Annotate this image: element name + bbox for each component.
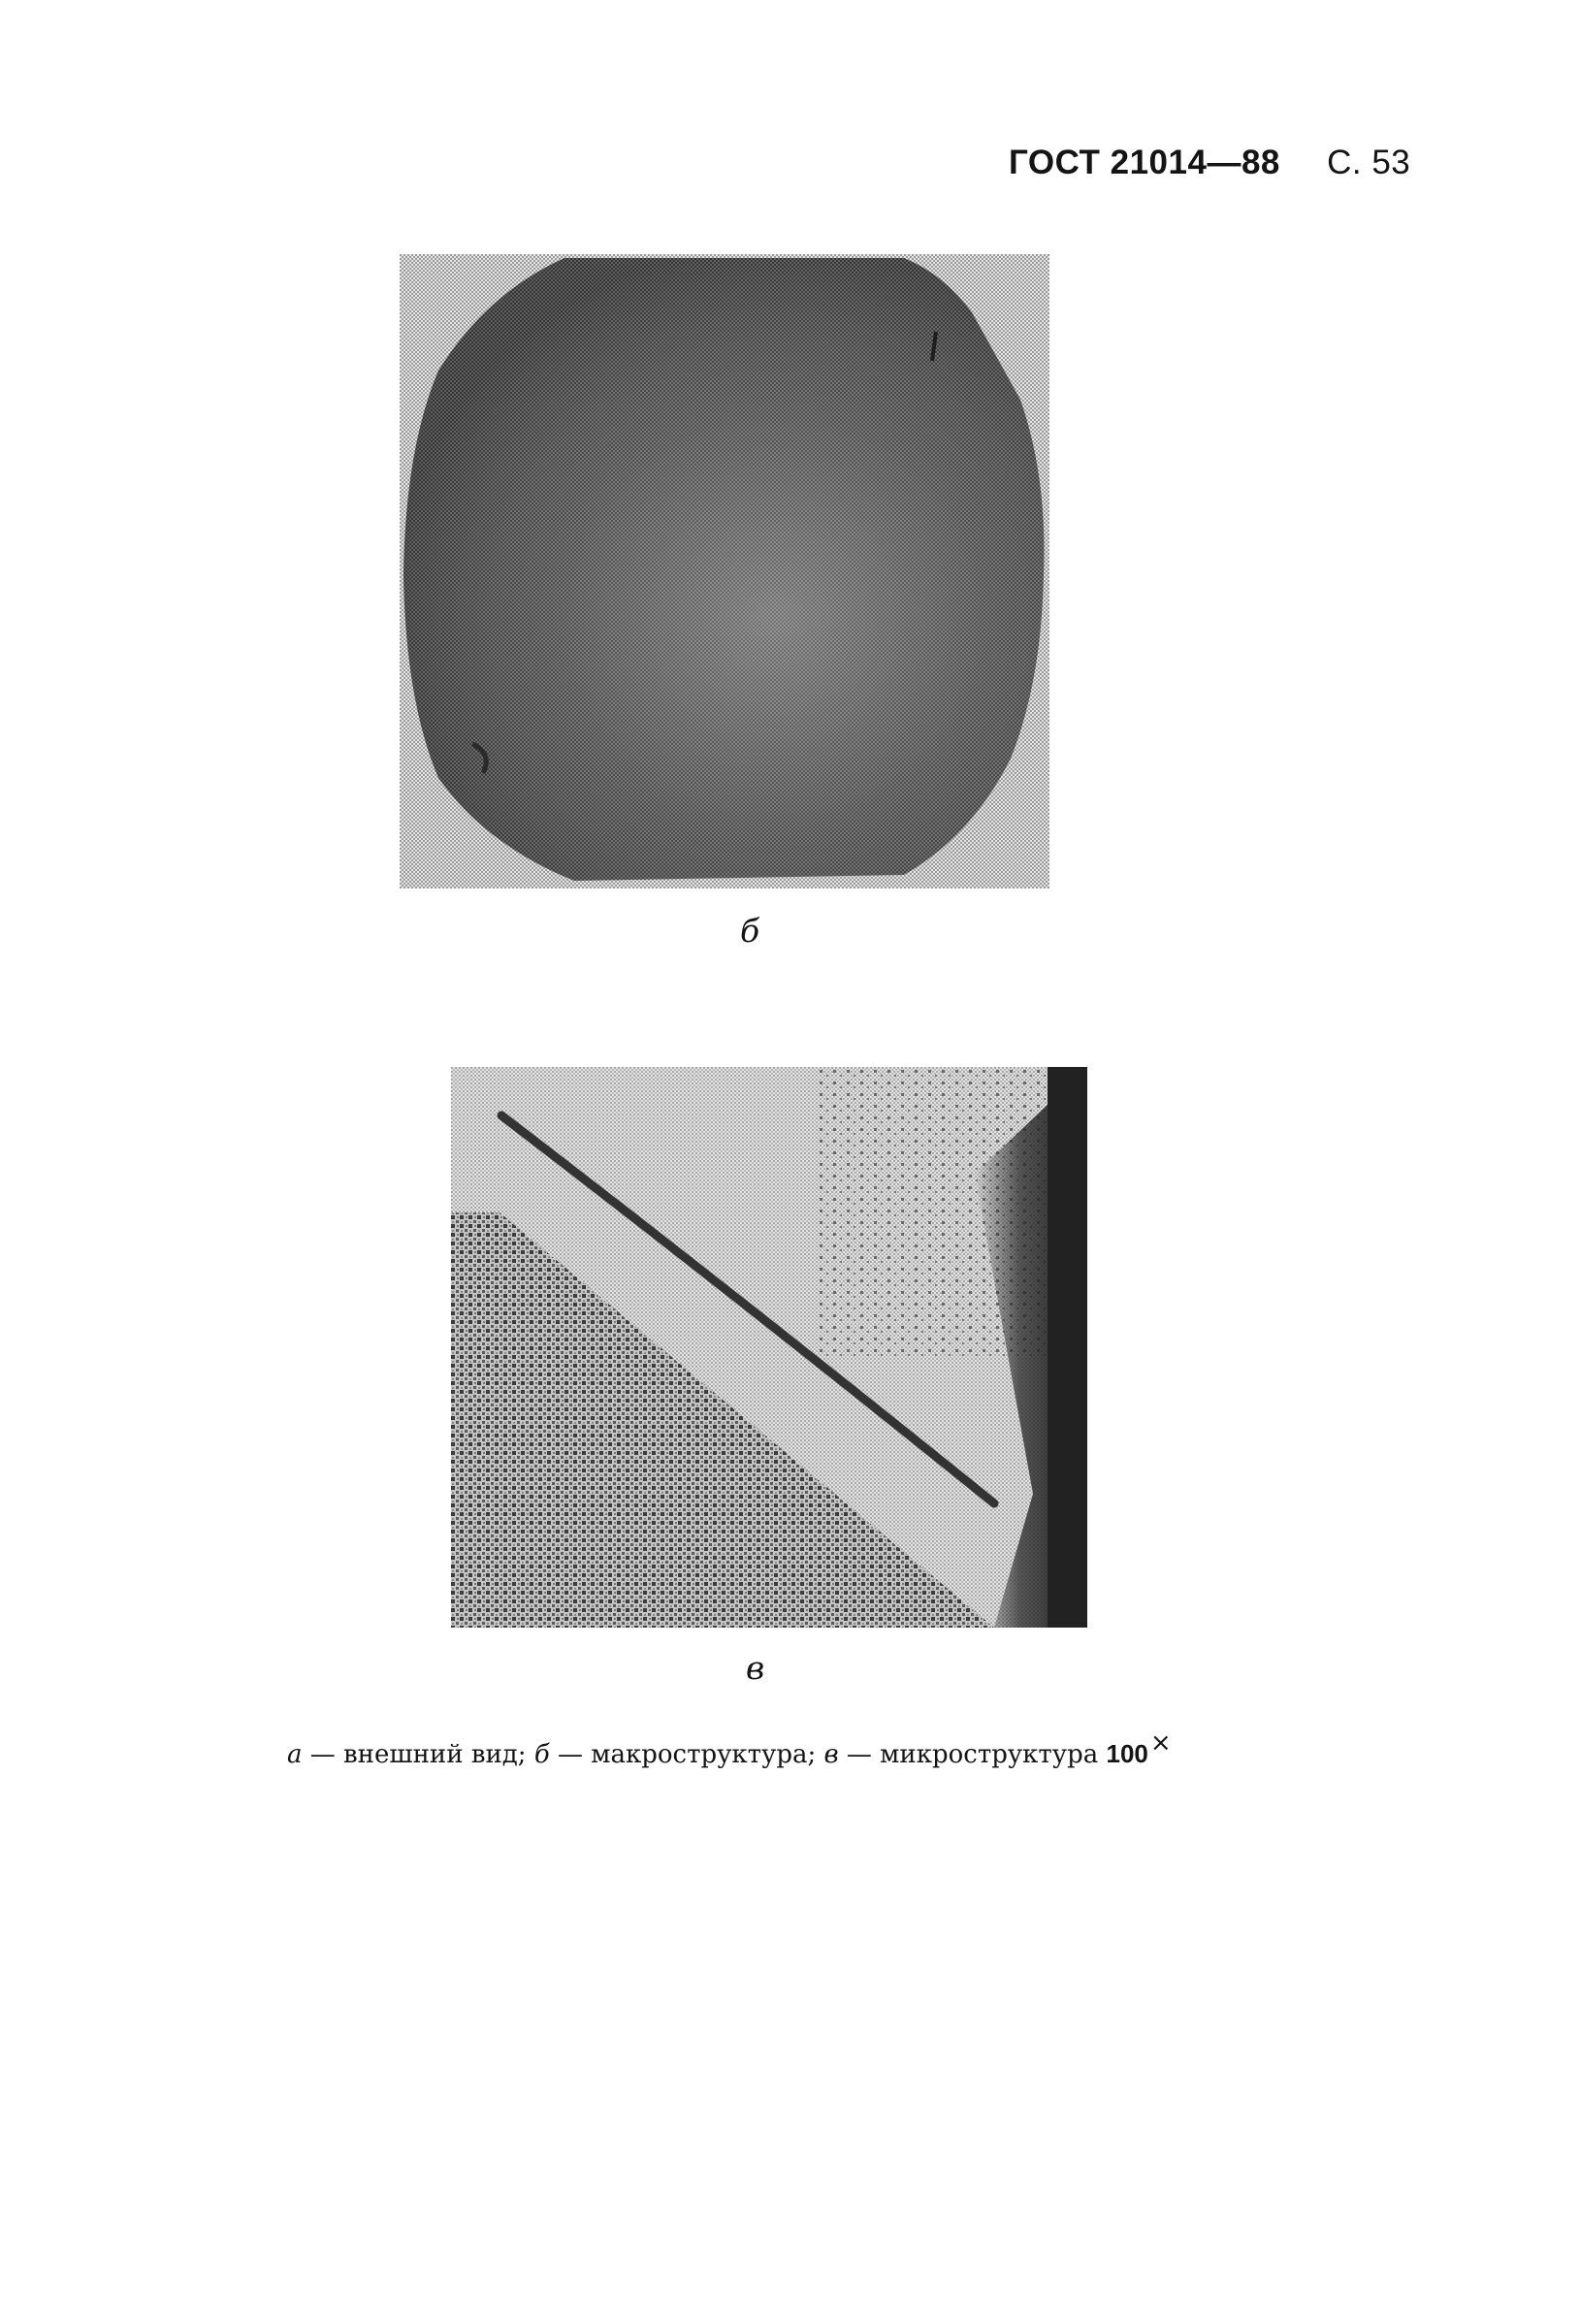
caption-b-letter: б [533, 1740, 550, 1769]
standard-number: ГОСТ 21014—88 [1009, 144, 1280, 181]
microstructure-photo [451, 1067, 1087, 1628]
page-number: С. 53 [1327, 144, 1411, 181]
page-header [1009, 144, 1410, 182]
caption-a-letter: а [287, 1740, 303, 1769]
figure-caption [287, 1728, 1172, 1769]
macrostructure-photo-svg [400, 254, 1049, 888]
sample-disk-shading [403, 258, 1045, 881]
figure-label-v: в [746, 1649, 765, 1687]
macrostructure-photo [400, 254, 1049, 888]
figure-label-b: б [740, 912, 760, 950]
caption-a-text: — внешний вид; [302, 1740, 534, 1769]
magnification-times-sign: × [1149, 1728, 1172, 1758]
caption-v-text: — микроструктура [838, 1740, 1107, 1769]
microstructure-photo-svg [451, 1067, 1087, 1628]
micro-edge-strip [1048, 1067, 1087, 1628]
caption-magnification: 100 [1106, 1739, 1148, 1768]
caption-v-letter: в [823, 1740, 839, 1769]
caption-b-text: — макроструктура; [549, 1740, 824, 1769]
